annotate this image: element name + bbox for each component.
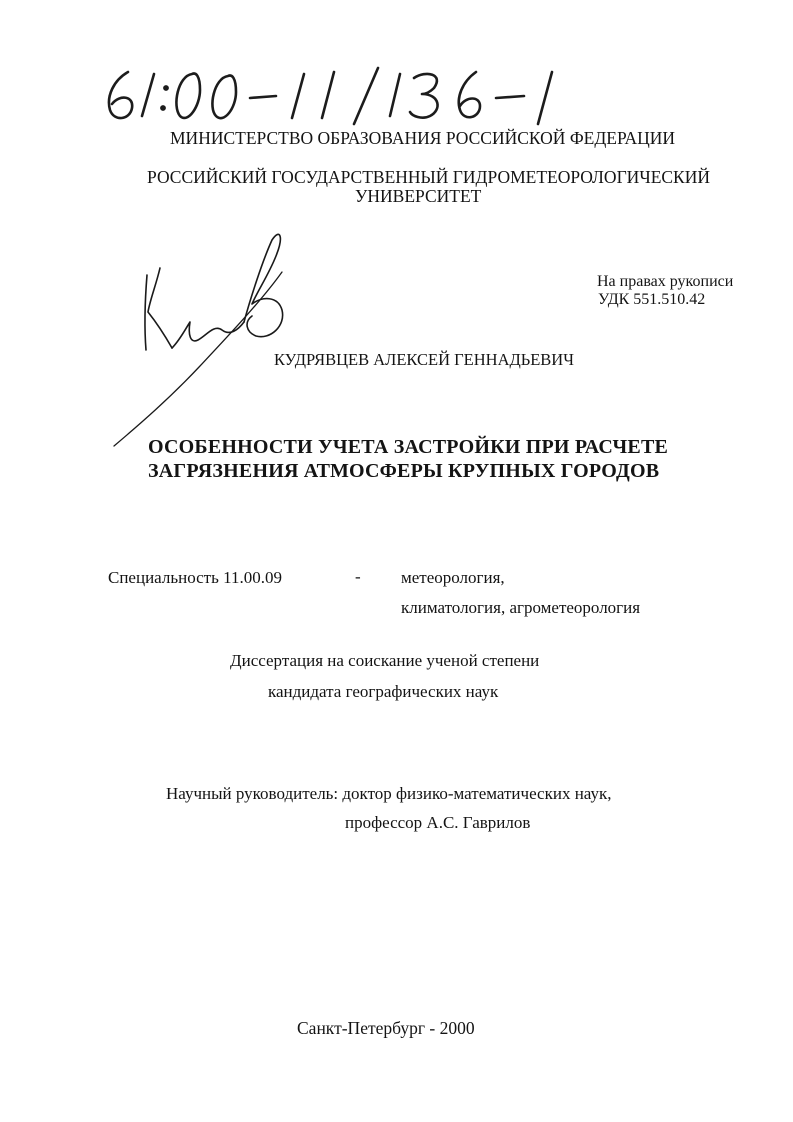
dissertation-purpose-line2: кандидата географических наук	[268, 682, 499, 701]
author-name: КУДРЯВЦЕВ АЛЕКСЕЙ ГЕННАДЬЕВИЧ	[274, 350, 574, 369]
udk-code: УДК 551.510.42	[598, 291, 706, 308]
city-year: Санкт-Петербург - 2000	[297, 1018, 475, 1038]
manuscript-rights-note: На правах рукописи	[597, 273, 734, 290]
university-name-line1: РОССИЙСКИЙ ГОСУДАРСТВЕННЫЙ ГИДРОМЕТЕОРОЛОГИЧЕСКИЙ	[147, 167, 711, 187]
supervisor-line2: профессор А.С. Гаврилов	[345, 813, 531, 832]
handwritten-archive-number	[100, 66, 580, 126]
supervisor-line1: Научный руководитель: доктор физико-математических наук,	[166, 784, 612, 803]
thesis-title-line2: ЗАГРЯЗНЕНИЯ АТМОСФЕРЫ КРУПНЫХ ГОРОДОВ	[148, 460, 660, 482]
dissertation-purpose-line1: Диссертация на соискание ученой степени	[230, 651, 540, 670]
thesis-title-line1: ОСОБЕННОСТИ УЧЕТА ЗАСТРОЙКИ ПРИ РАСЧЕТЕ	[148, 436, 669, 458]
specialty-field-line1: метеорология,	[401, 568, 505, 587]
specialty-field-line2: климатология, агрометеорология	[401, 598, 641, 617]
university-name-line2: УНИВЕРСИТЕТ	[355, 186, 482, 206]
specialty-label: Специальность 11.00.09	[108, 568, 282, 587]
specialty-dash: -	[355, 567, 361, 586]
ministry-title: МИНИСТЕРСТВО ОБРАЗОВАНИЯ РОССИЙСКОЙ ФЕДЕРАЦИИ	[170, 128, 676, 148]
